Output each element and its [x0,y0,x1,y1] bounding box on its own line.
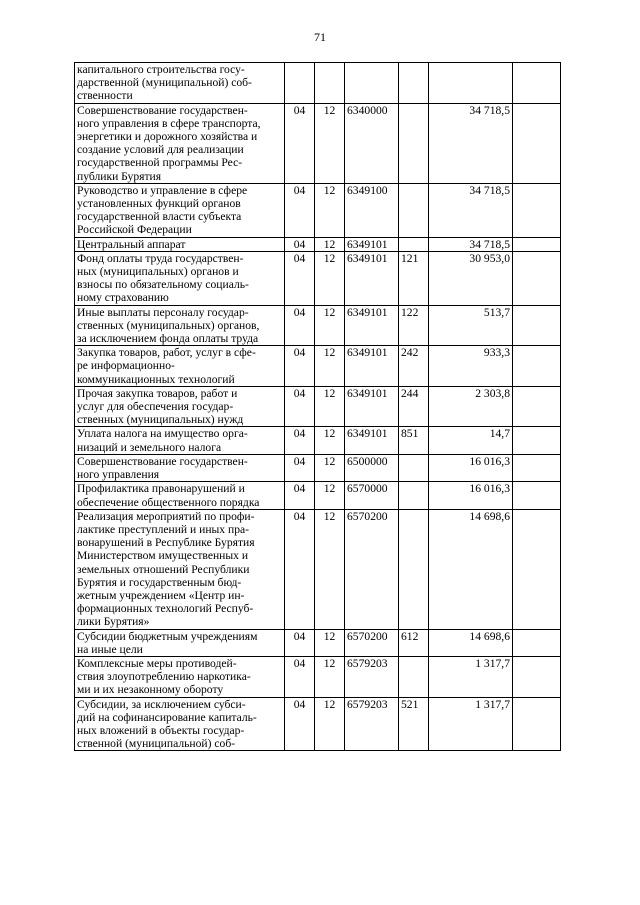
target-article-cell: 6570200 [345,509,399,629]
subsection-code-cell: 12 [315,656,345,697]
subsection-code-cell: 12 [315,103,345,183]
subsection-code-cell: 12 [315,251,345,305]
empty-cell [513,63,561,104]
empty-cell [513,251,561,305]
target-article-cell: 6349101 [345,346,399,387]
row-name-cell: Профилактика правонарушений и обеспечение общественного порядка [75,482,285,509]
empty-cell [513,482,561,509]
expense-type-cell: 851 [399,427,429,454]
row-name-cell: Реализация мероприятий по профи- лактике преступлений и иных пра- вонарушений в Республике Бурятия Министерством имущественных и земельных отношений Республики Бурятия и государственным бюд- жетным учреждением «Центр ин- формационных технологий Респуб- лики Бурятия» [75,509,285,629]
subsection-code-cell [315,63,345,104]
empty-cell [513,629,561,656]
row-name-cell: Субсидии бюджетным учреждениям на иные цели [75,629,285,656]
section-code-cell: 04 [285,482,315,509]
budget-table [74,62,561,751]
row-name-cell: Прочая закупка товаров, работ и услуг для обеспечения государ- ственных (муниципальных) нужд [75,386,285,427]
expense-type-cell [399,454,429,481]
section-code-cell: 04 [285,305,315,346]
empty-cell [513,305,561,346]
expense-type-cell: 121 [399,251,429,305]
section-code-cell: 04 [285,386,315,427]
row-name-cell: Центральный аппарат [75,237,285,251]
table-row [75,237,561,251]
table-row [75,63,561,104]
expense-type-cell [399,103,429,183]
target-article-cell: 6579203 [345,697,399,751]
section-code-cell [285,63,315,104]
amount-cell: 1 317,7 [429,697,513,751]
amount-cell: 2 303,8 [429,386,513,427]
target-article-cell: 6349101 [345,386,399,427]
subsection-code-cell: 12 [315,237,345,251]
subsection-code-cell: 12 [315,482,345,509]
target-article-cell: 6349101 [345,237,399,251]
target-article-cell: 6570000 [345,482,399,509]
section-code-cell: 04 [285,427,315,454]
amount-cell: 34 718,5 [429,103,513,183]
row-name-cell: Закупка товаров, работ, услуг в сфе- ре информационно- коммуникационных технологий [75,346,285,387]
expense-type-cell [399,183,429,237]
section-code-cell: 04 [285,697,315,751]
subsection-code-cell: 12 [315,346,345,387]
amount-cell: 34 718,5 [429,237,513,251]
table-row [75,509,561,629]
section-code-cell: 04 [285,251,315,305]
section-code-cell: 04 [285,629,315,656]
section-code-cell: 04 [285,509,315,629]
table-row [75,482,561,509]
expense-type-cell: 521 [399,697,429,751]
section-code-cell: 04 [285,183,315,237]
empty-cell [513,509,561,629]
table-row [75,251,561,305]
expense-type-cell: 612 [399,629,429,656]
amount-cell: 14,7 [429,427,513,454]
section-code-cell: 04 [285,346,315,387]
subsection-code-cell: 12 [315,183,345,237]
section-code-cell: 04 [285,237,315,251]
empty-cell [513,697,561,751]
target-article-cell: 6570200 [345,629,399,656]
page-number: 71 [314,30,326,44]
expense-type-cell: 242 [399,346,429,387]
table-row [75,386,561,427]
expense-type-cell [399,509,429,629]
empty-cell [513,427,561,454]
row-name-cell: Совершенствование государствен- ного управления в сфере транспорта, энергетики и дорожного хозяйства и создание условий для реализации государственной программы Рес- публики Бурятия [75,103,285,183]
amount-cell: 513,7 [429,305,513,346]
section-code-cell: 04 [285,656,315,697]
table-row [75,697,561,751]
target-article-cell: 6349100 [345,183,399,237]
table-row [75,103,561,183]
subsection-code-cell: 12 [315,427,345,454]
empty-cell [513,103,561,183]
amount-cell [429,63,513,104]
empty-cell [513,454,561,481]
table-row [75,305,561,346]
expense-type-cell [399,656,429,697]
amount-cell: 16 016,3 [429,454,513,481]
section-code-cell: 04 [285,454,315,481]
empty-cell [513,183,561,237]
target-article-cell [345,63,399,104]
target-article-cell: 6500000 [345,454,399,481]
row-name-cell: Фонд оплаты труда государствен- ных (муниципальных) органов и взносы по обязательному социаль- ному страхованию [75,251,285,305]
subsection-code-cell: 12 [315,454,345,481]
amount-cell: 933,3 [429,346,513,387]
target-article-cell: 6579203 [345,656,399,697]
table-row [75,629,561,656]
expense-type-cell: 244 [399,386,429,427]
amount-cell: 14 698,6 [429,629,513,656]
amount-cell: 14 698,6 [429,509,513,629]
section-code-cell: 04 [285,103,315,183]
subsection-code-cell: 12 [315,509,345,629]
empty-cell [513,346,561,387]
row-name-cell: Уплата налога на имущество орга- низаций и земельного налога [75,427,285,454]
budget-table-body [75,63,561,751]
amount-cell: 1 317,7 [429,656,513,697]
row-name-cell: капитального строительства госу- дарственной (муниципальной) соб- ственности [75,63,285,104]
row-name-cell: Субсидии, за исключением субси- дий на софинансирование капиталь- ных вложений в объекты государ- ственной (муниципальной) соб- [75,697,285,751]
row-name-cell: Комплексные меры противодей- ствия злоупотреблению наркотика- ми и их незаконному обороту [75,656,285,697]
empty-cell [513,237,561,251]
target-article-cell: 6340000 [345,103,399,183]
amount-cell: 30 953,0 [429,251,513,305]
table-row [75,346,561,387]
expense-type-cell [399,237,429,251]
subsection-code-cell: 12 [315,697,345,751]
table-row [75,656,561,697]
row-name-cell: Руководство и управление в сфере установленных функций органов государственной власти субъекта Российской Федерации [75,183,285,237]
row-name-cell: Иные выплаты персоналу государ- ственных (муниципальных) органов, за исключением фонда оплаты труда [75,305,285,346]
target-article-cell: 6349101 [345,427,399,454]
empty-cell [513,656,561,697]
row-name-cell: Совершенствование государствен- ного управления [75,454,285,481]
amount-cell: 34 718,5 [429,183,513,237]
empty-cell [513,386,561,427]
expense-type-cell [399,63,429,104]
subsection-code-cell: 12 [315,629,345,656]
expense-type-cell [399,482,429,509]
subsection-code-cell: 12 [315,305,345,346]
target-article-cell: 6349101 [345,305,399,346]
expense-type-cell: 122 [399,305,429,346]
amount-cell: 16 016,3 [429,482,513,509]
subsection-code-cell: 12 [315,386,345,427]
table-row [75,427,561,454]
table-row [75,454,561,481]
target-article-cell: 6349101 [345,251,399,305]
table-row [75,183,561,237]
